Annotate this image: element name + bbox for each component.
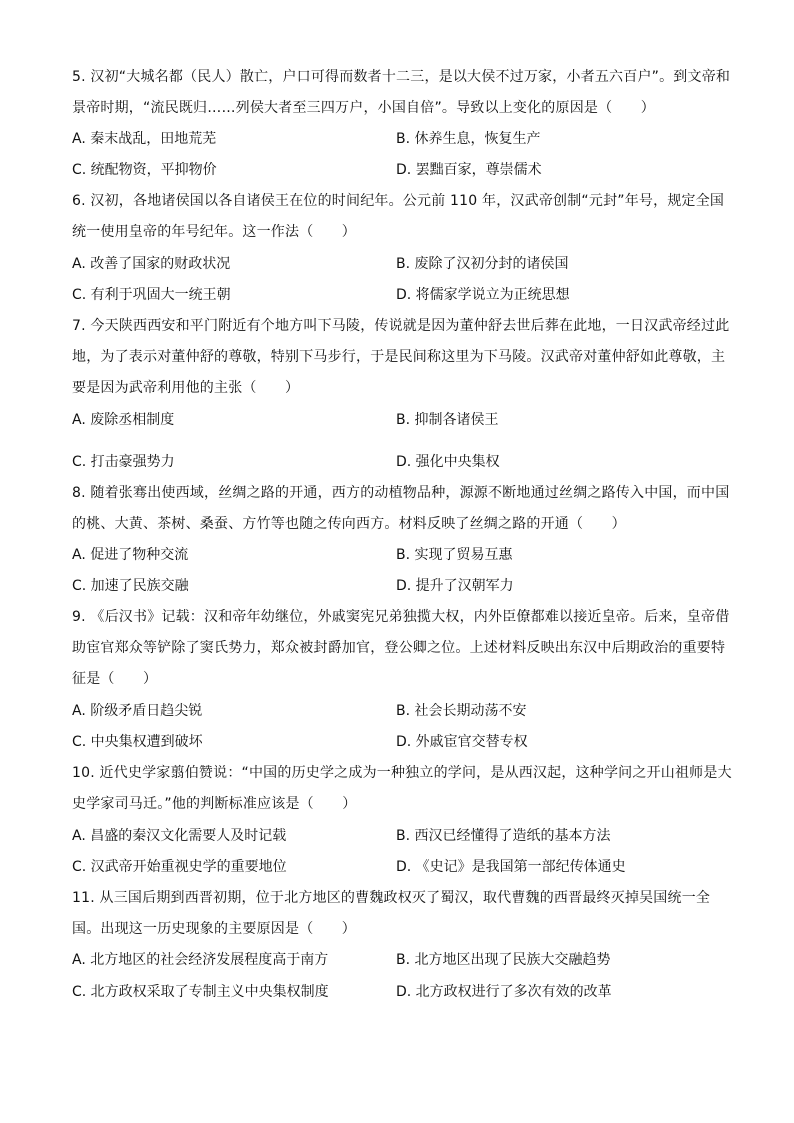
question-9-option-d: D. 外戚宦官交替专权 xyxy=(396,734,528,750)
question-7-option-c: C. 打击豪强势力 xyxy=(72,454,175,470)
question-11-option-a: A. 北方地区的社会经济发展程度高于南方 xyxy=(72,952,329,968)
question-8-stem: 8. 随着张骞出使西域，丝绸之路的开通，西方的动植物品种，源源不断地通过丝绸之路传入中国，而中国的桃、大黄、茶树、桑蚕、方竹等也随之传向西方。材料反映了丝绸之路的开通（ ） xyxy=(72,485,730,532)
question-8-option-a: A. 促进了物种交流 xyxy=(72,547,189,563)
question-9-option-c: C. 中央集权遭到破坏 xyxy=(72,734,203,750)
question-9-option-a: A. 阶级矛盾日趋尖锐 xyxy=(72,703,203,719)
question-9-stem: 9. 《后汉书》记载：汉和帝年幼继位，外戚窦宪兄弟独揽大权，内外臣僚都难以接近皇帝。后来，皇帝借助宦官郑众等铲除了窦氏势力，郑众被封爵加官，登公卿之位。上述材料反映出东汉中后期政治的重要特征是（ ） xyxy=(72,609,730,687)
question-6-stem: 6. 汉初，各地诸侯国以各自诸侯王在位的时间纪年。公元前 110 年，汉武帝创制“元封”年号，规定全国统一使用皇帝的年号纪年。这一作法（ ） xyxy=(72,193,725,240)
question-5-option-a: A. 秦末战乱，田地荒芜 xyxy=(72,131,217,147)
question-7-stem: 7. 今天陕西西安和平门附近有个地方叫下马陵，传说就是因为董仲舒去世后葬在此地，一日汉武帝经过此地，为了表示对董仲舒的尊敬，特别下马步行，于是民间称这里为下马陵。汉武帝对董仲舒如此尊敬，主要是因为武帝利用他的主张（ ） xyxy=(72,318,730,396)
question-10-stem: 10. 近代史学家翦伯赞说：“中国的历史学之成为一种独立的学问，是从西汉起，这种学问之开山祖师是大史学家司马迁。”他的判断标准应该是（ ） xyxy=(72,765,732,812)
question-11-stem: 11. 从三国后期到西晋初期，位于北方地区的曹魏政权灭了蜀汉，取代曹魏的西晋最终灭掉吴国统一全国。出现这一历史现象的主要原因是（ ） xyxy=(72,890,711,937)
question-5-option-c: C. 统配物资，平抑物价 xyxy=(72,162,217,178)
question-10-option-b: B. 西汉已经懂得了造纸的基本方法 xyxy=(396,828,611,844)
question-11-option-d: D. 北方政权进行了多次有效的改革 xyxy=(396,984,612,1000)
question-8-option-d: D. 提升了汉朝军力 xyxy=(396,578,514,594)
question-5-option-d: D. 罢黜百家，尊崇儒术 xyxy=(396,162,542,178)
question-11-option-b: B. 北方地区出现了民族大交融趋势 xyxy=(396,952,611,968)
question-6-option-d: D. 将儒家学说立为正统思想 xyxy=(396,287,570,303)
question-6-option-a: A. 改善了国家的财政状况 xyxy=(72,256,231,272)
question-9-option-b: B. 社会长期动荡不安 xyxy=(396,703,527,719)
question-7-option-d: D. 强化中央集权 xyxy=(396,454,500,470)
question-6-option-c: C. 有利于巩固大一统王朝 xyxy=(72,287,231,303)
question-8-option-b: B. 实现了贸易互惠 xyxy=(396,547,513,563)
question-7-option-a: A. 废除丞相制度 xyxy=(72,412,175,428)
question-10-option-d: D. 《史记》是我国第一部纪传体通史 xyxy=(396,859,626,875)
question-11-option-c: C. 北方政权采取了专制主义中央集权制度 xyxy=(72,984,329,1000)
question-10-option-c: C. 汉武帝开始重视史学的重要地位 xyxy=(72,859,287,875)
question-6-option-b: B. 废除了汉初分封的诸侯国 xyxy=(396,256,569,272)
question-10-option-a: A. 昌盛的秦汉文化需要人及时记载 xyxy=(72,828,287,844)
question-7-option-b: B. 抑制各诸侯王 xyxy=(396,412,499,428)
question-5-stem: 5. 汉初“大城名都（民人）散亡，户口可得而数者十二三，是以大侯不过万家，小者五六百户”。到文帝和景帝时期，“流民既归……列侯大者至三四万户，小国自倍”。导致以上变化的原因是（ ） xyxy=(72,69,731,116)
question-5-option-b: B. 休养生息，恢复生产 xyxy=(396,131,541,147)
question-8-option-c: C. 加速了民族交融 xyxy=(72,578,189,594)
